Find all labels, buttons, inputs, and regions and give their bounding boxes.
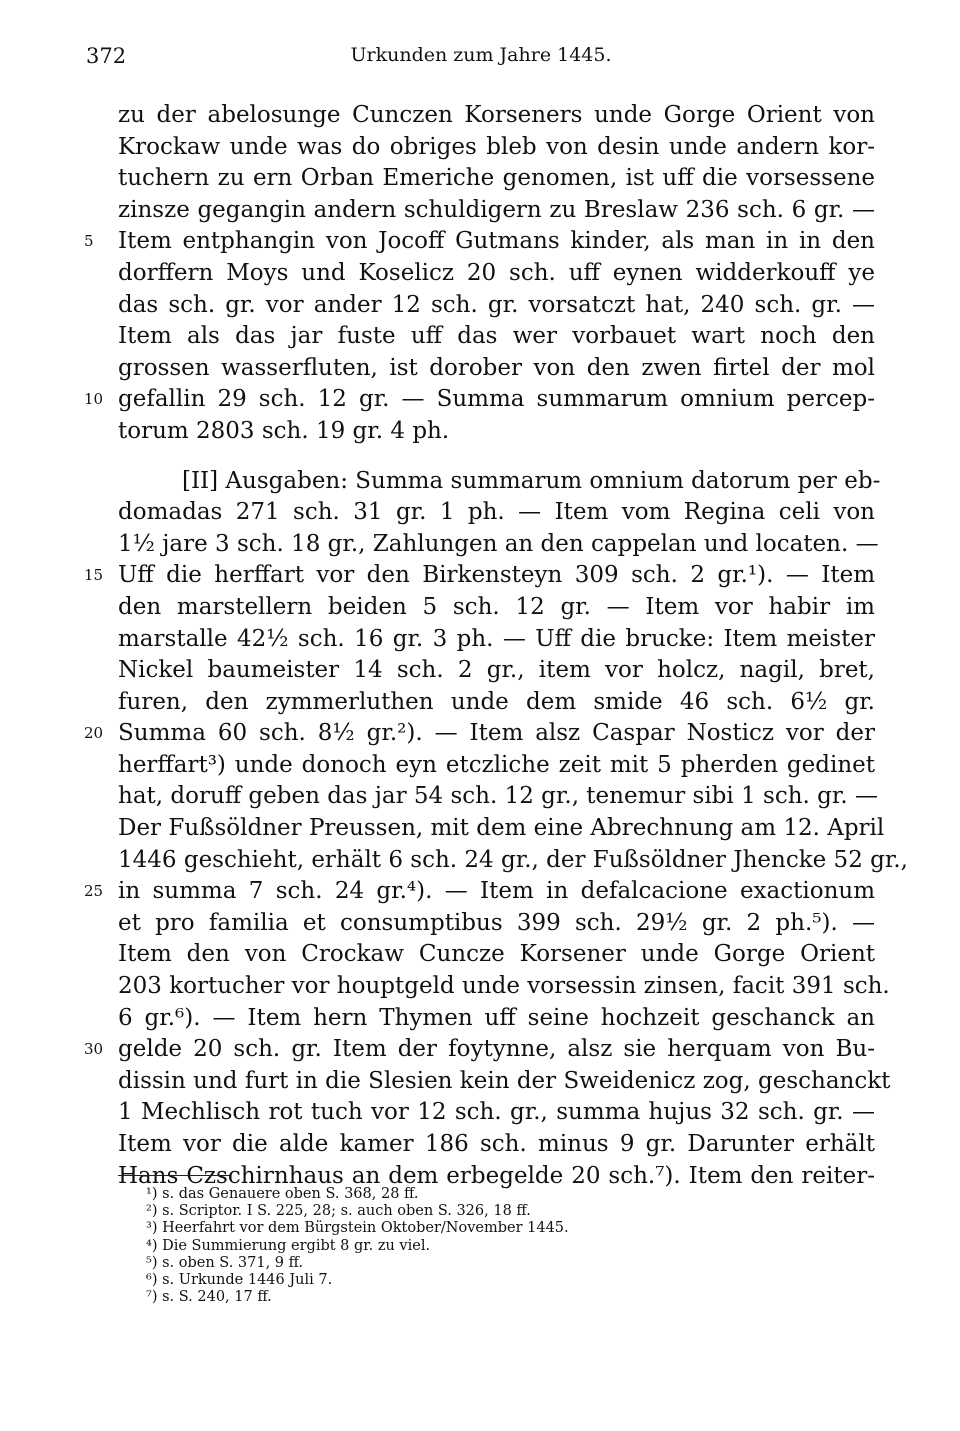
text-line <box>84 718 875 750</box>
text-line <box>84 384 875 416</box>
text-line <box>118 939 875 971</box>
text-line <box>84 876 875 908</box>
text-line <box>118 687 875 719</box>
line-text: Summa 60 sch. 8½ gr.²). — Item alsz Caspar Nosticz vor der <box>118 720 875 747</box>
line-number: 10 <box>84 390 104 409</box>
line-text: 1 Mechlisch rot tuch vor 12 sch. gr., summa hujus 32 sch. gr. — <box>118 1099 875 1126</box>
footnote: ³) Heerfahrt vor dem Bürgstein Oktober/November 1445. <box>146 1220 569 1237</box>
text-line <box>118 195 875 227</box>
running-head: Urkunden zum Jahre 1445. <box>350 44 612 66</box>
line-text: den marstellern beiden 5 sch. 12 gr. — Item vor habir im <box>118 593 875 620</box>
text-line <box>118 497 875 529</box>
line-text: dorffern Moys und Koselicz 20 sch. uff eynen widderkouff ye <box>118 259 875 286</box>
line-text: Item den von Crockaw Cuncze Korsener unde Gorge Orient <box>118 941 875 968</box>
line-text: grossen wasserfluten, ist dorober von den zwen firtel der mol <box>118 354 875 381</box>
text-line <box>118 1129 875 1161</box>
line-text: et pro familia et consumptibus 399 sch. 29½ gr. 2 ph.⁵). — <box>118 909 875 936</box>
text-line <box>118 592 875 624</box>
line-text: domadas 271 sch. 31 gr. 1 ph. — Item vom Regina celi von <box>118 499 875 526</box>
line-number: 15 <box>84 566 104 585</box>
line-text: Item als das jar fuste uff das wer vorbauet wart noch den <box>118 323 875 350</box>
text-line <box>118 813 885 845</box>
text-line <box>118 624 875 656</box>
text-line <box>118 132 875 164</box>
line-text: torum 2803 sch. 19 gr. 4 ph. <box>118 417 450 444</box>
line-number: 20 <box>84 724 104 743</box>
line-text: Item entphangin von Jocoff Gutmans kinder, als man in in den <box>118 228 875 255</box>
line-text: Nickel baumeister 14 sch. 2 gr., item vor holcz, nagil, bret, <box>118 657 875 684</box>
line-text: 203 kortucher vor houptgeld unde vorsessin zinsen, facit 391 sch. <box>118 973 890 1000</box>
line-text: tuchern zu ern Orban Emeriche genomen, ist uff die vorsessene <box>118 165 875 192</box>
text-line <box>118 1097 875 1129</box>
paragraph-gap <box>118 448 875 466</box>
footnote: ²) s. Scriptor. I S. 225, 28; s. auch oben S. 326, 18 ff. <box>146 1203 531 1220</box>
line-text: gelde 20 sch. gr. Item der foytynne, alsz sie herquam von Bu- <box>118 1036 875 1063</box>
line-number: 30 <box>84 1040 104 1059</box>
page-header <box>86 44 876 78</box>
line-text: 6 gr.⁶). — Item hern Thymen uff seine hochzeit geschanck an <box>118 1004 875 1031</box>
text-line <box>84 226 875 258</box>
line-text: hat, doruff geben das jar 54 sch. 12 gr., tenemur sibi 1 sch. gr. — <box>118 783 878 810</box>
text-line <box>118 1003 875 1035</box>
text-line <box>118 655 875 687</box>
text-line <box>118 290 875 322</box>
line-text: herffart³) unde donoch eyn etczliche zeit mit 5 pherden gedinet <box>118 751 875 778</box>
line-text: zinsze gegangin andern schuldigern zu Breslaw 236 sch. 6 gr. — <box>118 196 875 223</box>
text-line <box>118 529 879 561</box>
footnote: ¹) s. das Genauere oben S. 368, 28 ff. <box>146 1186 419 1202</box>
text-line <box>118 1066 891 1098</box>
text-line <box>118 781 878 813</box>
line-text: dissin und furt in die Slesien kein der Sweidenicz zog, geschanckt <box>118 1067 891 1094</box>
line-number: 25 <box>84 882 104 901</box>
line-text: Uff die herffart vor den Birkensteyn 309 sch. 2 gr.¹). — Item <box>118 562 875 589</box>
footnote: ⁵) s. oben S. 371, 9 ff. <box>146 1254 304 1271</box>
text-line <box>118 163 875 195</box>
line-text: Der Fußsöldner Preussen, mit dem eine Abrechnung am 12. April <box>118 815 885 842</box>
text-line <box>118 321 875 353</box>
line-text: Hans Czschirnhaus an dem erbegelde 20 sch.⁷). Item den reiter- <box>118 1162 875 1189</box>
footnote: ⁶) s. Urkunde 1446 Juli 7. <box>146 1272 333 1289</box>
line-text: 1½ jare 3 sch. 18 gr., Zahlungen an den cappelan und locaten. — <box>118 530 879 557</box>
footnotes <box>146 1186 866 1306</box>
line-text: das sch. gr. vor ander 12 sch. gr. vorsatczt hat, 240 sch. gr. — <box>118 291 875 318</box>
text-line <box>118 416 875 448</box>
text-line <box>118 845 908 877</box>
main-text <box>84 100 908 1192</box>
line-text: Item vor die alde kamer 186 sch. minus 9 gr. Darunter erhält <box>118 1131 875 1157</box>
text-line <box>118 908 875 940</box>
line-text: Krockaw unde was do obriges bleb von desin unde andern kor- <box>118 133 875 160</box>
line-text: 1446 geschieht, erhält 6 sch. 24 gr., der Fußsöldner Jhencke 52 gr., <box>118 846 908 873</box>
line-text: marstalle 42½ sch. 16 gr. 3 ph. — Uff die brucke: Item meister <box>118 625 875 652</box>
footnote: ⁴) Die Summierung ergibt 8 gr. zu viel. <box>146 1237 431 1254</box>
text-line <box>118 971 890 1003</box>
line-text: in summa 7 sch. 24 gr.⁴). — Item in defalcacione exactionum <box>118 878 875 905</box>
page-number: 372 <box>86 44 127 68</box>
line-text: [II] Ausgaben: Summa summarum omnium datorum per eb- <box>182 467 881 494</box>
line-text: furen, den zymmerluthen unde dem smide 46 sch. 6½ gr. <box>118 688 875 715</box>
text-line <box>118 100 875 132</box>
footnote-rule <box>118 1175 230 1176</box>
line-number: 5 <box>84 232 94 251</box>
footnote: ⁷) s. S. 240, 17 ff. <box>146 1289 272 1306</box>
text-line <box>118 466 881 498</box>
line-text: gefallin 29 sch. 12 gr. — Summa summarum omnium percep- <box>118 386 875 413</box>
text-line <box>84 1034 875 1066</box>
text-line <box>118 353 875 385</box>
text-line <box>84 560 875 592</box>
text-line <box>118 258 875 290</box>
line-text: zu der abelosunge Cunczen Korseners unde Gorge Orient von <box>118 102 875 128</box>
text-line <box>118 750 875 782</box>
